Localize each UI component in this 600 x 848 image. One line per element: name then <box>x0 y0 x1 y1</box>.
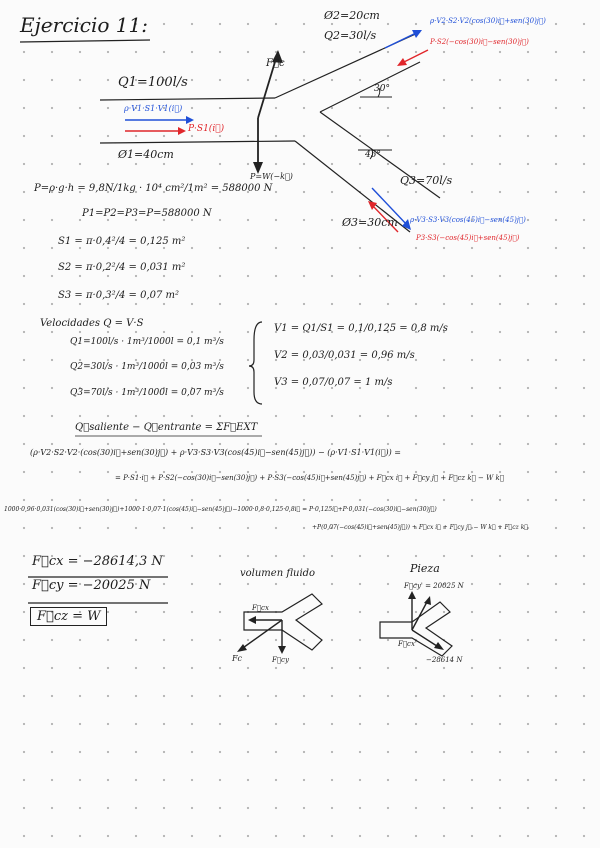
angle-30-label: 30° <box>374 84 390 94</box>
area-s3: S3 = π·0,3²/4 = 0,07 m² <box>58 290 180 301</box>
flow-1-label: Q1=100l/s <box>118 75 188 90</box>
momentum-equation-1b: = P·S1·i⃗ + P·S2(−cos(30)i⃗−sen(30)j⃗) + P·S3(−cos(45)i⃗+sen(45)j⃗) + F⃗cx i⃗ + F⃗cy j⃗ + F⃗cz k⃗ − W k⃗ <box>115 474 504 482</box>
p1-force-label: P·S1(i⃗) <box>188 124 225 134</box>
velocity-brace <box>249 322 262 404</box>
piece-title: Pieza <box>410 562 440 575</box>
flow-conversion-q3: Q3=70l/s · 1m³/1000l = 0,07 m³/s <box>70 388 224 398</box>
diameter-2-label: Ø2=20cm <box>324 9 380 22</box>
diameter-1-label: Ø1=40cm <box>118 148 174 161</box>
page-title: Ejercicio 11: <box>20 13 148 37</box>
piece-fcy-label: F⃗cy' = 20025 N <box>404 582 464 590</box>
result-fcx: F⃗cx = −28614,3 N <box>32 554 163 569</box>
area-s2: S2 = π·0,2²/4 = 0,031 m² <box>58 262 186 273</box>
velocity-v2: V2 = 0,03/0,031 = 0,96 m/s <box>274 350 415 361</box>
v3-flow-label: ρ·V3·S3·V3(cos(45)i⃗−sen(45)j⃗) <box>410 216 526 224</box>
fluid-volume-sketch <box>237 594 322 654</box>
result-fcy: F⃗cy = −20025 N <box>32 578 151 593</box>
weight-label: P=W(−k⃗) <box>250 172 293 181</box>
momentum-equation-1a: (ρ·V2·S2·V2·(cos(30)i⃗+sen(30)j⃗) + ρ·V3·S3·V3(cos(45)i⃗−sen(45)j⃗)) − (ρ·V1·S1·V1(i⃗)) = <box>30 448 402 457</box>
v1-flow-label: ρ·V1·S1·V1(i⃗) <box>124 104 183 113</box>
pressure-equal: P1=P2=P3=P=588000 N <box>82 208 212 219</box>
inlet-pipe-bottom <box>100 141 295 143</box>
result-fcz: F⃗cz = W <box>30 607 107 626</box>
flow-3-label: Q3=70l/s <box>400 174 453 187</box>
title-underline <box>20 40 150 42</box>
fc-label: F⃗c <box>266 58 285 69</box>
diameter-3-label: Ø3=30cm <box>342 216 398 229</box>
flow-conversion-q2: Q2=30l/s · 1m³/1000l = 0,03 m³/s <box>70 362 224 372</box>
p2-force-label: P·S2(−cos(30)i⃗−sen(30)j⃗) <box>430 38 529 46</box>
piece-fcx-label: F⃗cx' <box>398 640 417 648</box>
fluid-fcx-label: F⃗cx <box>252 604 269 612</box>
velocities-heading: Velocidades Q = V·S <box>40 318 144 329</box>
inlet-pipe-top <box>100 98 275 100</box>
flow-conversion-q1: Q1=100l/s · 1m³/1000l = 0,1 m³/s <box>70 337 224 347</box>
area-s1: S1 = π·0,4²/4 = 0,125 m² <box>58 236 186 247</box>
momentum-principle: Q⃗saliente − Q⃗entrante = ΣF⃗EXT <box>75 422 258 433</box>
flow-2-label: Q2=30l/s <box>324 29 377 42</box>
fluid-fc-label: Fc <box>232 654 243 663</box>
fluid-volume-title: volumen fluido <box>240 568 316 579</box>
velocity-v1: V1 = Q1/S1 = 0,1/0,125 = 0,8 m/s <box>274 323 448 334</box>
momentum-equation-2a: 1000·0,96·0,031(cos(30)i⃗+sen(30)j⃗)+1000·1·0,07·1(cos(45)i⃗−sen(45)j⃗)−1000·0,8·0,125·0,8i⃗ = P·0,125i⃗+P·0,031(−cos(30)i⃗−sen(30)j⃗) <box>4 506 437 513</box>
angle-45-label: 45° <box>365 150 381 160</box>
v2-arrow <box>385 32 418 48</box>
momentum-equation-2b: +P(0,07(−cos(45)i⃗+sen(45)j⃗)) + F⃗cx i⃗ + F⃗cy j⃗ − W k⃗ + F⃗cz k⃗ <box>312 524 528 531</box>
v2-flow-label: ρ·V2·S2·V2(cos(30)i⃗+sen(30)j⃗) <box>430 17 546 25</box>
fluid-fcy-label: F⃗cy <box>272 656 289 664</box>
velocity-v3: V3 = 0,07/0,07 = 1 m/s <box>274 377 393 388</box>
pressure-equation: P=ρ·g·h = 9,8N/1kg · 10⁴ cm²/1m² = 588000 N <box>34 183 273 194</box>
upper-branch-bottom <box>320 62 420 112</box>
piece-fcx-value: −28614 N <box>426 656 463 664</box>
p3-force-label: P3·S3(−cos(45)i⃗+sen(45)j⃗) <box>416 234 520 242</box>
